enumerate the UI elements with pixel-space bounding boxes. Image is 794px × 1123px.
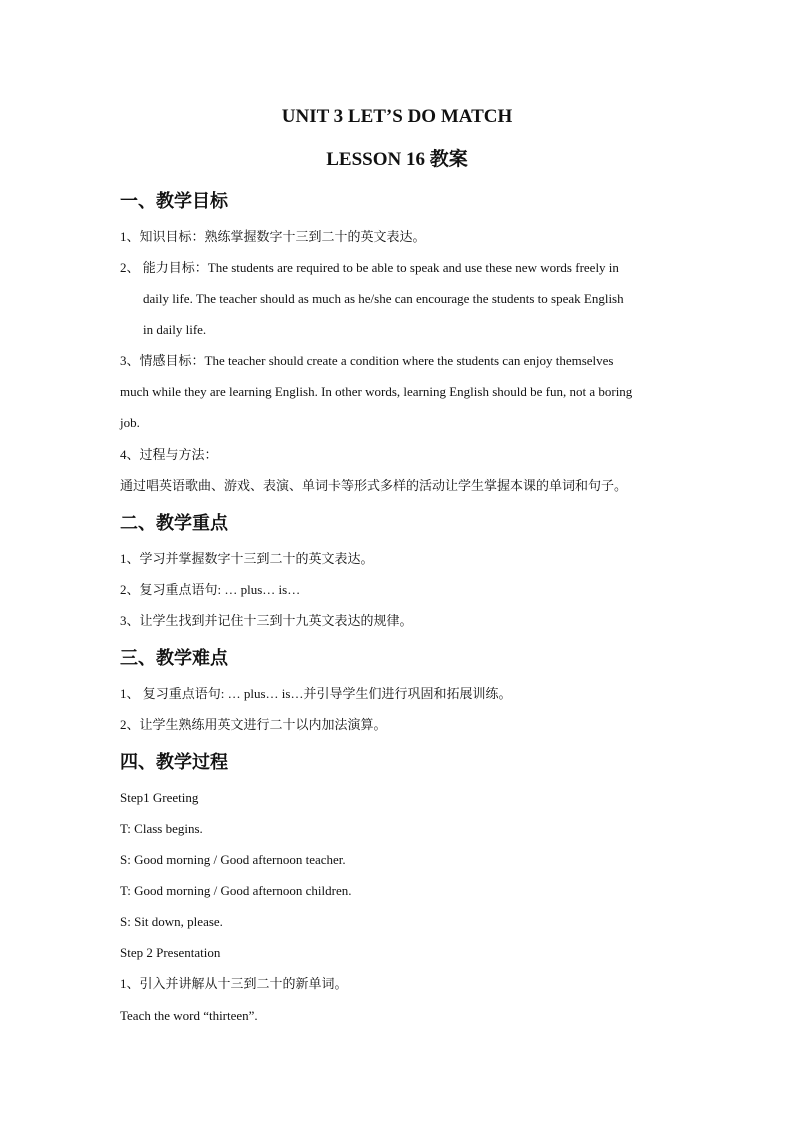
- key-point-2: 2、复习重点语句: … plus… is…: [120, 582, 301, 597]
- objective-process-text: 通过唱英语歌曲、游戏、表演、单词卡等形式多样的活动让学生掌握本课的单词和句子。: [120, 478, 628, 493]
- objective-emotion-line3: job.: [120, 415, 140, 430]
- process-line: T: Class begins.: [120, 821, 203, 836]
- process-line: 1、引入并讲解从十三到二十的新单词。: [120, 976, 348, 991]
- lesson-title: LESSON 16 教案: [326, 149, 468, 170]
- objective-ability-line3: in daily life.: [143, 322, 207, 337]
- difficult-point-1: 1、 复习重点语句: … plus… is…并引导学生们进行巩固和拓展训练。: [120, 686, 512, 701]
- section-heading-key-points: 二、教学重点: [120, 513, 228, 533]
- process-line: T: Good morning / Good afternoon children.: [120, 883, 352, 898]
- objective-emotion-line2: much while they are learning English. In other words, learning English should be fun, not a boring: [120, 384, 633, 399]
- process-step1-title: Step1 Greeting: [120, 790, 199, 805]
- difficult-point-2: 2、让学生熟练用英文进行二十以内加法演算。: [120, 717, 387, 732]
- objective-process-heading: 4、过程与方法：: [120, 447, 218, 462]
- objective-ability-line1: 2、 能力目标：The students are required to be able to speak and use these new words freely in: [120, 260, 619, 275]
- objective-emotion-line1: 3、情感目标：The teacher should create a condition where the students can enjoy themselves: [120, 353, 614, 368]
- objective-ability-line2: daily life. The teacher should as much as he/she can encourage the students to speak English: [143, 291, 624, 306]
- section-heading-difficult-points: 三、教学难点: [120, 648, 228, 668]
- unit-title: UNIT 3 LET’S DO MATCH: [281, 106, 513, 127]
- process-line: S: Sit down, please.: [120, 914, 223, 929]
- key-point-3: 3、让学生找到并记住十三到十九英文表达的规律。: [120, 613, 413, 628]
- objective-knowledge: 1、知识目标：熟练掌握数字十三到二十的英文表达。: [120, 229, 426, 244]
- section-heading-teaching-process: 四、教学过程: [120, 752, 228, 772]
- process-line: S: Good morning / Good afternoon teacher.: [120, 852, 346, 867]
- process-step2-title: Step 2 Presentation: [120, 945, 221, 960]
- process-line: Teach the word “thirteen”.: [120, 1008, 258, 1023]
- section-heading-teaching-objectives: 一、教学目标: [120, 191, 228, 211]
- key-point-1: 1、学习并掌握数字十三到二十的英文表达。: [120, 551, 374, 566]
